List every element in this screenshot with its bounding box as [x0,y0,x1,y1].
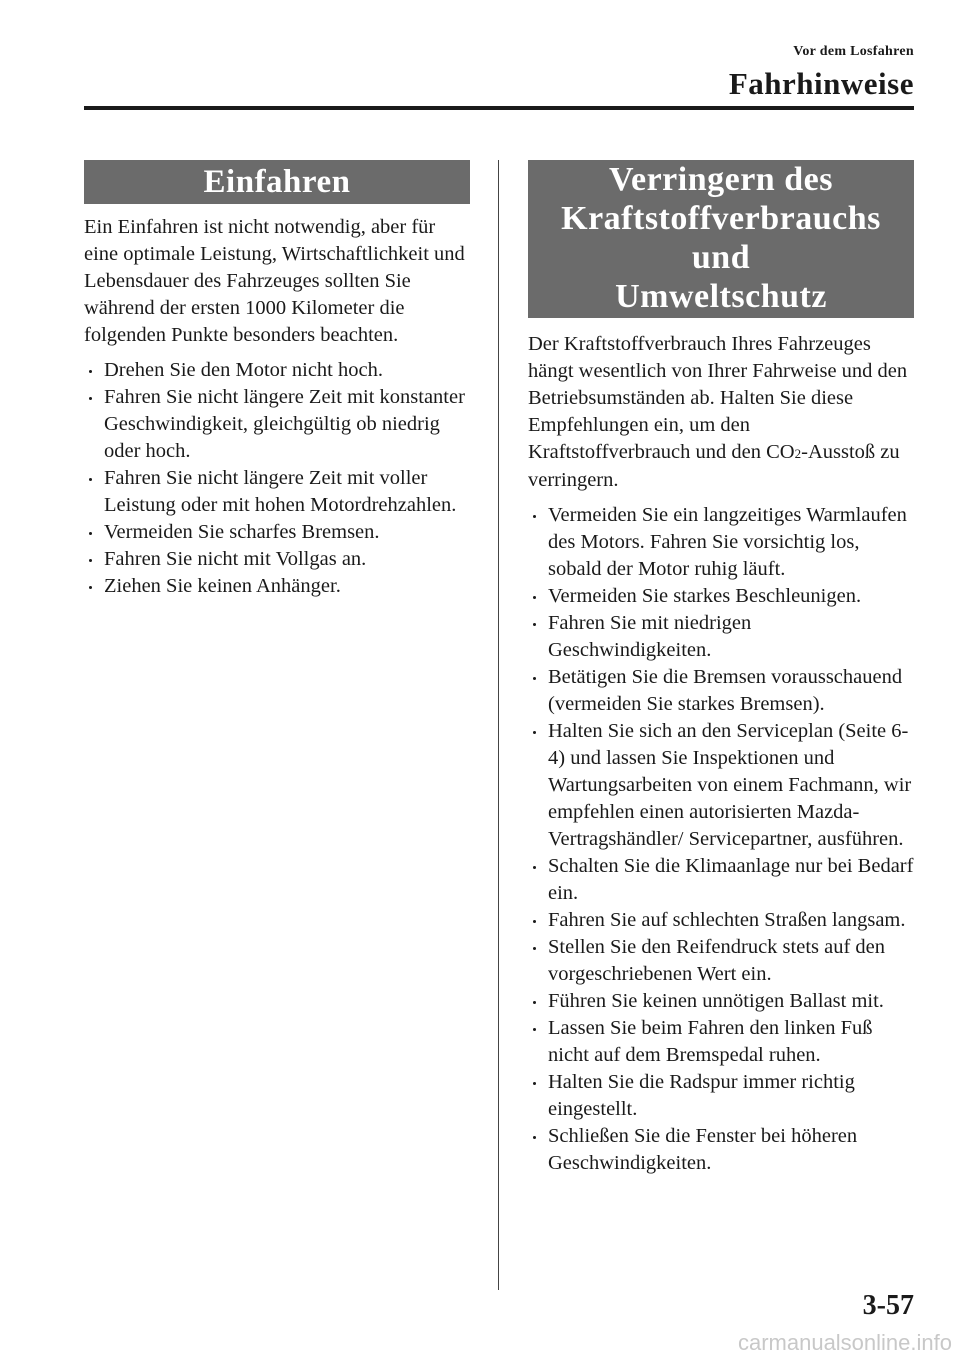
list-item: Ziehen Sie keinen Anhänger. [84,573,470,600]
list-item: Führen Sie keinen unnötigen Ballast mit. [528,988,914,1015]
chapter-title: Fahrhinweise [728,66,914,101]
bullet-dot-icon [89,559,92,562]
section-heading-einfahren: Einfahren [84,160,470,204]
bullet-dot-icon [533,731,536,734]
list-item: Fahren Sie nicht längere Zeit mit konstanter Geschwindigkeit, gleichgültig ob niedrig oder hoch. [84,384,470,465]
list-item: Drehen Sie den Motor nicht hoch. [84,357,470,384]
list-item: Halten Sie die Radspur immer richtig eingestellt. [528,1069,914,1123]
page-number: 3-57 [862,1290,914,1321]
list-item: Fahren Sie auf schlechten Straßen langsam. [528,907,914,934]
list-item: Fahren Sie mit niedrigen Geschwindigkeiten. [528,610,914,664]
bullet-dot-icon [533,677,536,680]
heading-line-1: Verringern des [609,161,833,198]
list-item: Schalten Sie die Klimaanlage nur bei Bedarf ein. [528,853,914,907]
list-item: Vermeiden Sie ein langzeitiges Warmlaufen des Motors. Fahren Sie vorsichtig los, sobald der Motor ruhig läuft. [528,502,914,583]
bullet-dot-icon [533,920,536,923]
list-item: Halten Sie sich an den Serviceplan (Seite 6-4) und lassen Sie Inspektionen und Wartungsarbeiten von einem Fachmann, wir empfehlen einen autorisierten Mazda-Vertragshändler/ Servicepartner, ausführen. [528,718,914,853]
list-item: Betätigen Sie die Bremsen vorausschauend (vermeiden Sie starkes Bremsen). [528,664,914,718]
co2-subscript: 2 [794,446,802,461]
heading-line-3: Umweltschutz [615,278,827,315]
list-item: Vermeiden Sie scharfes Bremsen. [84,519,470,546]
bullet-dot-icon [89,586,92,589]
bullet-dot-icon [533,515,536,518]
intro-paragraph: Der Kraftstoffverbrauch Ihres Fahrzeuges hängt wesentlich von Ihrer Fahrweise und den Betriebsumständen ab. Halten Sie diese Empfehlungen ein, um den Kraftstoffverbrauch und den CO2-Ausstoß zu verringern. [528,333,908,491]
heading-line-2: Kraftstoffverbrauchs und [561,200,881,276]
bullet-list [84,357,470,600]
header-rule [84,106,914,110]
page-header [729,44,914,102]
bullet-dot-icon [533,1082,536,1085]
bullet-dot-icon [89,397,92,400]
intro-paragraph: Ein Einfahren ist nicht notwendig, aber für eine optimale Leistung, Wirtschaftlichkeit und Lebensdauer des Fahrzeuges sollten Sie während der ersten 1000 Kilometer die folgenden Punkte besonders beachten. [84,216,465,346]
section-label: Vor dem Losfahren [793,44,914,59]
bullet-dot-icon [89,532,92,535]
bullet-dot-icon [533,623,536,626]
bullet-dot-icon [533,947,536,950]
list-item: Stellen Sie den Reifendruck stets auf den vorgeschriebenen Wert ein. [528,934,914,988]
list-item: Fahren Sie nicht längere Zeit mit voller Leistung oder mit hohen Motordrehzahlen. [84,465,470,519]
bullet-list [528,502,914,1177]
list-item: Vermeiden Sie starkes Beschleunigen. [528,583,914,610]
bullet-dot-icon [89,478,92,481]
bullet-dot-icon [533,1136,536,1139]
watermark: carmanualsonline.info [737,1330,952,1355]
list-item: Fahren Sie nicht mit Vollgas an. [84,546,470,573]
bullet-dot-icon [89,370,92,373]
bullet-dot-icon [533,596,536,599]
bullet-dot-icon [533,1028,536,1031]
right-column [528,160,914,1177]
list-item: Schließen Sie die Fenster bei höheren Geschwindigkeiten. [528,1123,914,1177]
bullet-dot-icon [533,1001,536,1004]
section-heading-kraftstoff [528,160,914,318]
bullet-dot-icon [533,866,536,869]
list-item: Lassen Sie beim Fahren den linken Fuß nicht auf dem Bremspedal ruhen. [528,1015,914,1069]
left-column [84,160,470,600]
column-divider [498,160,499,1290]
